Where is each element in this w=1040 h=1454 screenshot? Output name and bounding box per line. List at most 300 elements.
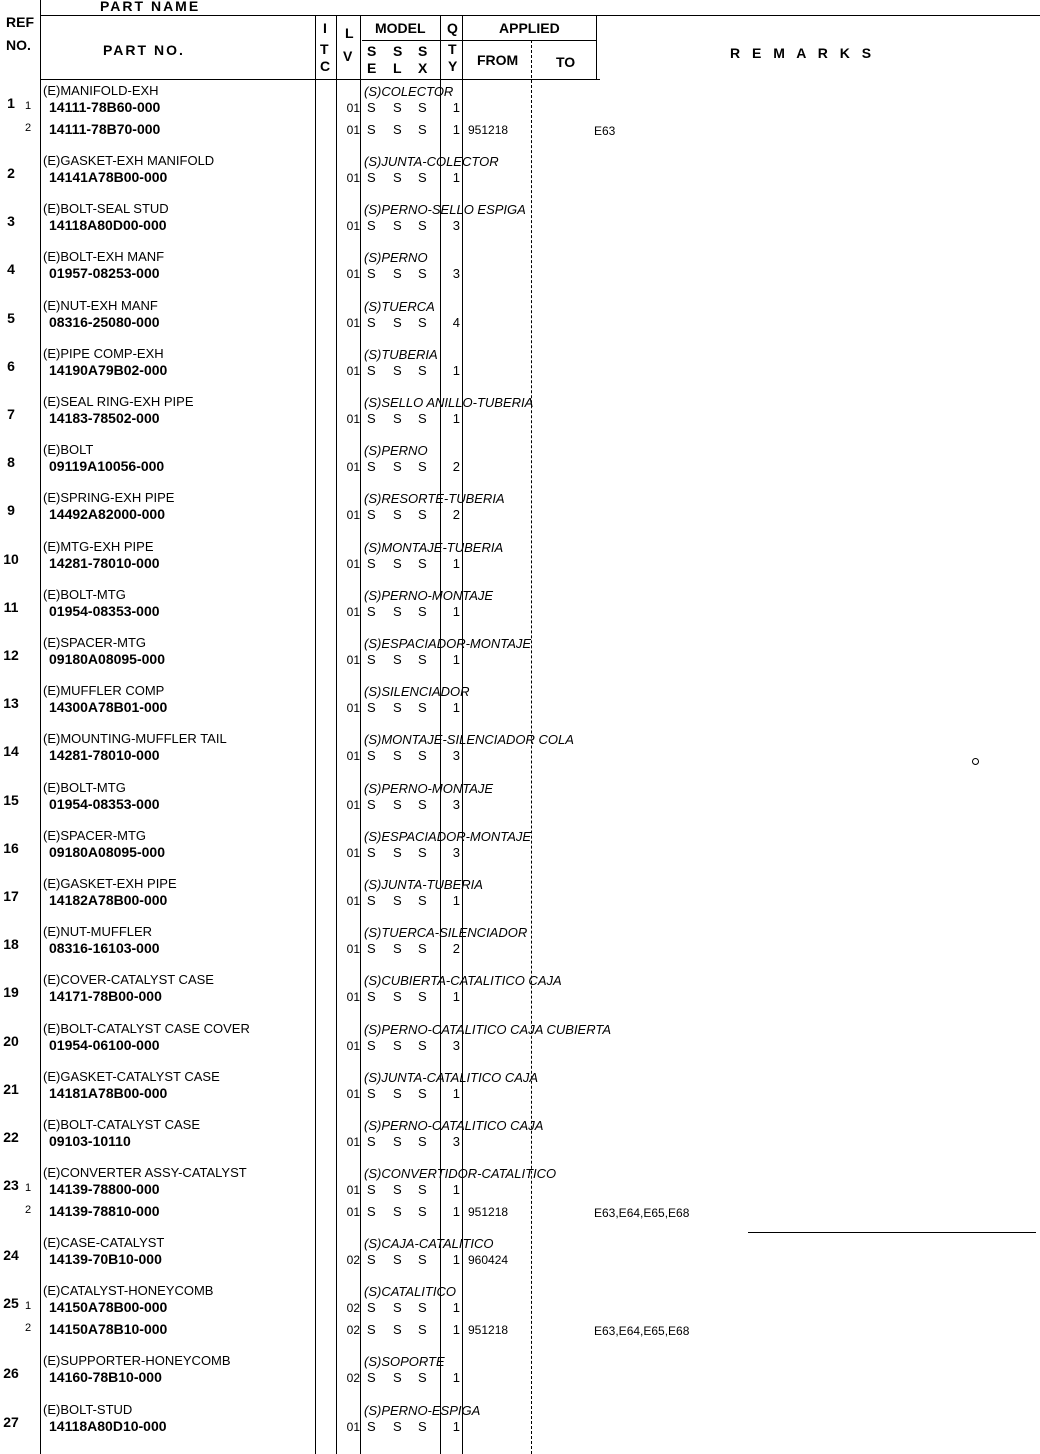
model-code: S bbox=[367, 941, 376, 957]
model-code: S bbox=[393, 314, 402, 330]
model-code: S bbox=[393, 700, 402, 716]
sub-number: 1 bbox=[25, 100, 32, 112]
header-lv-l: L bbox=[345, 25, 354, 41]
ref-number: 1 bbox=[7, 95, 15, 111]
model-code: S bbox=[418, 1300, 427, 1316]
applied-from: 951218 bbox=[468, 1205, 509, 1220]
header-applied: APPLIED bbox=[499, 20, 560, 36]
ref-number: 22 bbox=[3, 1129, 19, 1145]
lv-value: 01 bbox=[346, 508, 360, 523]
lv-value: 01 bbox=[346, 604, 360, 619]
header-qty-y: Y bbox=[448, 58, 458, 74]
model-code: S bbox=[367, 844, 376, 860]
applied-from: 951218 bbox=[468, 1323, 509, 1338]
spanish-name: (S)CUBIERTA-CATALITICO CAJA bbox=[364, 973, 562, 989]
model-code: S bbox=[418, 1322, 427, 1338]
model-code: S bbox=[418, 100, 427, 115]
part-name: (E)BOLT-MTG bbox=[43, 779, 126, 795]
spanish-name: (S)SELLO ANILLO-TUBERIA bbox=[364, 395, 534, 410]
ref-number: 7 bbox=[7, 406, 15, 422]
qty-value: 1 bbox=[452, 555, 460, 571]
qty-value: 1 bbox=[452, 1300, 460, 1316]
model-code: S bbox=[367, 989, 376, 1005]
model-code: S bbox=[367, 748, 376, 764]
ref-number: 2 bbox=[7, 165, 15, 181]
model-code: S bbox=[367, 700, 376, 716]
model-code: S bbox=[393, 1134, 402, 1149]
qty-value: 1 bbox=[452, 170, 460, 185]
qty-value: 2 bbox=[452, 941, 460, 957]
ref-number: 5 bbox=[7, 309, 15, 326]
model-code: S bbox=[393, 989, 402, 1005]
spanish-name: (S)PERNO bbox=[364, 443, 428, 459]
model-code: S bbox=[367, 1182, 376, 1198]
model-code: S bbox=[367, 603, 376, 619]
part-number: 14111-78B60-000 bbox=[49, 99, 161, 115]
part-number: 14150A78B10-000 bbox=[49, 1321, 168, 1338]
ref-number: 14 bbox=[3, 743, 19, 760]
model-code: S bbox=[367, 1037, 376, 1053]
part-number: 14139-78810-000 bbox=[49, 1203, 160, 1220]
part-name: (E)SPACER-MTG bbox=[43, 635, 147, 650]
part-number: 14183-78502-000 bbox=[49, 410, 160, 426]
part-number: 14150A78B00-000 bbox=[49, 1299, 168, 1316]
model-code: S bbox=[367, 796, 376, 812]
qty-value: 3 bbox=[452, 748, 460, 764]
lv-value: 02 bbox=[346, 1253, 360, 1268]
part-number: 14139-70B10-000 bbox=[49, 1251, 162, 1268]
model-code: S bbox=[367, 507, 376, 523]
model-code: S bbox=[367, 1134, 376, 1149]
header-model-se-bottom: E bbox=[367, 60, 377, 76]
header-model-sx-bottom: X bbox=[418, 60, 428, 76]
part-name: (E)MTG-EXH PIPE bbox=[43, 538, 154, 554]
ref-number: 16 bbox=[3, 839, 19, 856]
model-code: S bbox=[367, 1300, 376, 1316]
ref-number: 10 bbox=[3, 550, 19, 567]
model-code: S bbox=[418, 748, 427, 764]
lv-value: 02 bbox=[346, 1371, 360, 1386]
model-code: S bbox=[418, 555, 427, 571]
qty-value: 3 bbox=[452, 1134, 460, 1149]
rule-col-applied bbox=[596, 15, 597, 80]
part-name: (E)CASE-CATALYST bbox=[43, 1235, 165, 1251]
part-number: 14300A78B01-000 bbox=[49, 699, 168, 716]
lv-value: 01 bbox=[346, 845, 360, 860]
part-name: (E)BOLT-SEAL STUD bbox=[43, 201, 169, 217]
ref-number: 6 bbox=[7, 357, 15, 374]
model-code: S bbox=[367, 100, 376, 115]
qty-value: 2 bbox=[452, 507, 460, 523]
spanish-name: (S)CONVERTIDOR-CATALITICO bbox=[364, 1166, 557, 1182]
part-number: 14118A80D00-000 bbox=[49, 217, 167, 234]
lv-value: 02 bbox=[346, 1323, 360, 1338]
model-code: S bbox=[418, 796, 427, 812]
header-model-sl-bottom: L bbox=[393, 60, 402, 76]
lv-value: 01 bbox=[346, 171, 360, 185]
spanish-name: (S)PERNO bbox=[364, 250, 428, 266]
part-name: (E)COVER-CATALYST CASE bbox=[43, 972, 214, 988]
model-code: S bbox=[418, 411, 427, 426]
lv-value: 01 bbox=[346, 749, 360, 764]
applied-from: 951218 bbox=[468, 123, 509, 137]
model-code: S bbox=[418, 1037, 427, 1053]
model-code: S bbox=[393, 1182, 402, 1198]
spanish-name: (S)MONTAJE-SILENCIADOR COLA bbox=[364, 732, 574, 748]
lv-value: 01 bbox=[346, 1205, 360, 1220]
part-number: 09103-10110 bbox=[49, 1133, 131, 1149]
lv-value: 01 bbox=[346, 894, 360, 908]
header-model-sl-top: S bbox=[393, 43, 403, 59]
model-code: S bbox=[393, 941, 402, 957]
model-code: S bbox=[393, 844, 402, 860]
lv-value: 02 bbox=[346, 1301, 360, 1316]
spanish-name: (S)JUNTA-COLECTOR bbox=[364, 154, 499, 169]
model-code: S bbox=[418, 989, 427, 1005]
spanish-name: (S)PERNO-CATALITICO CAJA bbox=[364, 1118, 544, 1133]
part-number: 14141A78B00-000 bbox=[49, 169, 168, 185]
spanish-name: (S)CATALITICO bbox=[364, 1284, 456, 1300]
model-code: S bbox=[393, 1204, 402, 1220]
spanish-name: (S)JUNTA-TUBERIA bbox=[364, 877, 483, 892]
model-code: S bbox=[418, 459, 427, 475]
ref-number: 9 bbox=[7, 502, 15, 519]
spanish-name: (S)PERNO-MONTAJE bbox=[364, 780, 494, 796]
part-number: 09180A08095-000 bbox=[49, 843, 165, 860]
qty-value: 1 bbox=[452, 362, 460, 378]
model-code: S bbox=[418, 700, 427, 716]
model-code: S bbox=[367, 652, 376, 667]
qty-value: 3 bbox=[452, 1037, 460, 1053]
spanish-name: (S)JUNTA-CATALITICO CAJA bbox=[364, 1069, 539, 1085]
qty-value: 1 bbox=[452, 1322, 460, 1338]
model-code: S bbox=[393, 1418, 402, 1434]
spanish-name: (S)ESPACIADOR-MONTAJE bbox=[364, 828, 532, 844]
header-itc-c: C bbox=[320, 58, 331, 74]
part-name: (E)CATALYST-HONEYCOMB bbox=[43, 1283, 214, 1299]
rule-header-bottom bbox=[40, 79, 600, 80]
part-name: (E)MANIFOLD-EXH bbox=[43, 83, 159, 98]
part-number: 14182A78B00-000 bbox=[49, 892, 168, 908]
qty-value: 1 bbox=[452, 652, 460, 667]
model-code: S bbox=[418, 266, 427, 282]
part-number: 01957-08253-000 bbox=[49, 265, 160, 282]
spanish-name: (S)PERNO-MONTAJE bbox=[364, 587, 494, 603]
model-code: S bbox=[367, 1418, 376, 1434]
part-name: (E)SUPPORTER-HONEYCOMB bbox=[43, 1353, 231, 1369]
rule-col-partname bbox=[40, 0, 41, 1454]
model-code: S bbox=[393, 1252, 402, 1268]
rule-col-lv bbox=[360, 15, 361, 1454]
model-code: S bbox=[367, 893, 376, 908]
part-name: (E)BOLT-EXH MANF bbox=[43, 249, 165, 265]
remark: E63 bbox=[594, 124, 616, 138]
ref-number: 26 bbox=[3, 1365, 19, 1382]
model-code: S bbox=[367, 1085, 376, 1101]
spanish-name: (S)TUBERIA bbox=[364, 346, 438, 362]
lv-value: 01 bbox=[346, 1419, 360, 1434]
spanish-name: (S)TUERCA bbox=[364, 298, 435, 314]
ref-number: 23 bbox=[3, 1177, 19, 1194]
part-number: 14181A78B00-000 bbox=[49, 1084, 168, 1101]
model-code: S bbox=[393, 100, 402, 115]
model-code: S bbox=[367, 122, 376, 137]
model-code: S bbox=[367, 459, 376, 475]
part-number: 14492A82000-000 bbox=[49, 506, 165, 523]
header-model: MODEL bbox=[375, 20, 426, 36]
part-number: 14281-78010-000 bbox=[49, 554, 160, 571]
qty-value: 3 bbox=[452, 218, 460, 234]
ref-number: 27 bbox=[3, 1413, 19, 1430]
rule-col-itc-right bbox=[336, 15, 337, 1454]
part-name: (E)SEAL RING-EXH PIPE bbox=[43, 394, 194, 409]
header-lv-v: V bbox=[343, 48, 353, 64]
qty-value: 1 bbox=[452, 603, 460, 619]
model-code: S bbox=[367, 314, 376, 330]
model-code: S bbox=[393, 1370, 402, 1386]
ref-number: 19 bbox=[3, 984, 19, 1001]
model-code: S bbox=[393, 1300, 402, 1316]
header-qty-q: Q bbox=[447, 20, 458, 36]
model-code: S bbox=[367, 1252, 376, 1268]
part-number: 09180A08095-000 bbox=[49, 651, 165, 667]
model-code: S bbox=[393, 893, 402, 908]
model-code: S bbox=[418, 1370, 427, 1386]
spanish-name: (S)COLECTOR bbox=[364, 84, 454, 99]
model-code: S bbox=[418, 1182, 427, 1198]
stray-mark bbox=[972, 758, 979, 765]
part-name: (E)GASKET-EXH MANIFOLD bbox=[43, 153, 215, 168]
lv-value: 01 bbox=[346, 942, 360, 957]
header-remarks: R E M A R K S bbox=[730, 45, 876, 61]
part-number: 08316-25080-000 bbox=[49, 313, 160, 330]
model-code: S bbox=[418, 941, 427, 957]
lv-value: 01 bbox=[346, 653, 360, 667]
part-number: 14118A80D10-000 bbox=[49, 1417, 167, 1434]
qty-value: 3 bbox=[452, 266, 460, 282]
header-no: NO. bbox=[6, 37, 31, 53]
header-part-name: PART NAME bbox=[100, 0, 201, 14]
spanish-name: (S)PERNO-ESPIGA bbox=[364, 1402, 481, 1418]
part-number: 14111-78B70-000 bbox=[49, 121, 161, 137]
ref-number: 17 bbox=[3, 888, 19, 904]
model-code: S bbox=[393, 170, 402, 185]
model-code: S bbox=[393, 218, 402, 234]
header-qty-t: T bbox=[448, 41, 457, 57]
part-number: 14190A79B02-000 bbox=[49, 361, 168, 378]
lv-value: 01 bbox=[346, 363, 360, 378]
qty-value: 1 bbox=[452, 893, 460, 908]
model-code: S bbox=[367, 411, 376, 426]
model-code: S bbox=[418, 1085, 427, 1101]
header-from: FROM bbox=[477, 52, 519, 68]
rule-header-top bbox=[40, 15, 1040, 16]
model-code: S bbox=[393, 266, 402, 282]
header-itc-i: I bbox=[323, 20, 327, 36]
model-code: S bbox=[393, 459, 402, 475]
spanish-name: (S)SOPORTE bbox=[364, 1354, 445, 1370]
part-name: (E)BOLT-CATALYST CASE bbox=[43, 1117, 200, 1132]
model-code: S bbox=[418, 1204, 427, 1220]
spanish-name: (S)MONTAJE-TUBERIA bbox=[364, 539, 504, 555]
model-code: S bbox=[367, 555, 376, 571]
model-code: S bbox=[418, 603, 427, 619]
model-code: S bbox=[418, 122, 427, 137]
ref-number: 12 bbox=[3, 647, 19, 663]
model-code: S bbox=[367, 1370, 376, 1386]
part-name: (E)BOLT-MTG bbox=[43, 586, 126, 602]
model-code: S bbox=[418, 1252, 427, 1268]
header-model-se-top: S bbox=[367, 43, 377, 59]
part-name: (E)GASKET-EXH PIPE bbox=[43, 876, 177, 891]
model-code: S bbox=[393, 411, 402, 426]
spanish-name: (S)PERNO-CATALITICO CAJA CUBIERTA bbox=[364, 1021, 612, 1037]
model-code: S bbox=[393, 748, 402, 764]
header-to: TO bbox=[556, 54, 576, 70]
part-number: 01954-06100-000 bbox=[49, 1036, 160, 1053]
qty-value: 4 bbox=[452, 314, 460, 330]
sub-number: 1 bbox=[25, 1182, 32, 1195]
model-code: S bbox=[393, 1037, 402, 1053]
part-name: (E)BOLT bbox=[43, 442, 94, 458]
lv-value: 01 bbox=[346, 1183, 360, 1198]
lv-value: 01 bbox=[346, 460, 360, 475]
part-number: 14171-78B00-000 bbox=[49, 988, 162, 1005]
part-name: (E)PIPE COMP-EXH bbox=[43, 345, 164, 361]
lv-value: 01 bbox=[346, 556, 360, 571]
qty-value: 3 bbox=[452, 796, 460, 812]
lv-value: 01 bbox=[346, 797, 360, 812]
model-code: S bbox=[418, 507, 427, 523]
model-code: S bbox=[393, 603, 402, 619]
part-name: (E)GASKET-CATALYST CASE bbox=[43, 1068, 220, 1084]
spanish-name: (S)CAJA-CATALITICO bbox=[364, 1236, 494, 1252]
model-code: S bbox=[393, 796, 402, 812]
sub-number: 2 bbox=[25, 1322, 32, 1335]
model-code: S bbox=[393, 507, 402, 523]
lv-value: 01 bbox=[346, 315, 360, 330]
ref-number: 20 bbox=[3, 1032, 19, 1049]
part-name: (E)MUFFLER COMP bbox=[43, 683, 165, 699]
model-code: S bbox=[393, 555, 402, 571]
header-part-no: PART NO. bbox=[103, 42, 185, 58]
model-code: S bbox=[367, 1204, 376, 1220]
model-code: S bbox=[367, 170, 376, 185]
lv-value: 01 bbox=[346, 123, 360, 137]
header-model-sx-top: S bbox=[418, 43, 428, 59]
qty-value: 1 bbox=[452, 1370, 460, 1386]
part-name: (E)BOLT-STUD bbox=[43, 1401, 133, 1417]
ref-number: 21 bbox=[3, 1080, 19, 1097]
model-code: S bbox=[393, 1322, 402, 1338]
qty-value: 3 bbox=[452, 844, 460, 860]
lv-value: 01 bbox=[346, 101, 360, 115]
part-number: 14139-78800-000 bbox=[49, 1181, 160, 1198]
spanish-name: (S)RESORTE-TUBERIA bbox=[364, 491, 505, 507]
lv-value: 01 bbox=[346, 701, 360, 716]
ref-number: 8 bbox=[7, 454, 15, 471]
qty-value: 1 bbox=[452, 122, 460, 137]
model-code: S bbox=[367, 218, 376, 234]
lv-value: 01 bbox=[346, 267, 360, 282]
part-number: 01954-08353-000 bbox=[49, 795, 160, 812]
qty-value: 1 bbox=[452, 100, 460, 115]
qty-value: 1 bbox=[452, 700, 460, 716]
model-code: S bbox=[367, 1322, 376, 1338]
part-number: 08316-16103-000 bbox=[49, 940, 160, 957]
part-name: (E)MOUNTING-MUFFLER TAIL bbox=[43, 731, 227, 747]
qty-value: 1 bbox=[452, 1085, 460, 1101]
ref-number: 24 bbox=[3, 1247, 19, 1264]
spanish-name: (S)SILENCIADOR bbox=[364, 684, 470, 700]
qty-value: 1 bbox=[452, 411, 460, 426]
lv-value: 01 bbox=[346, 1038, 360, 1053]
ref-number: 11 bbox=[3, 598, 19, 615]
part-name: (E)SPACER-MTG bbox=[43, 827, 147, 843]
ref-number: 13 bbox=[3, 695, 19, 712]
ref-number: 18 bbox=[3, 936, 19, 953]
spanish-name: (S)PERNO-SELLO ESPIGA bbox=[364, 202, 526, 218]
remark: E63,E64,E65,E68 bbox=[594, 1324, 690, 1339]
part-number: 14281-78010-000 bbox=[49, 747, 160, 764]
qty-value: 2 bbox=[452, 459, 460, 475]
sub-number: 2 bbox=[25, 1204, 32, 1217]
rule-model-applied bbox=[362, 40, 597, 41]
rule-remarks-fragment bbox=[748, 1232, 1036, 1233]
qty-value: 1 bbox=[452, 1204, 460, 1220]
model-code: S bbox=[393, 362, 402, 378]
model-code: S bbox=[418, 362, 427, 378]
model-code: S bbox=[418, 1134, 427, 1149]
model-code: S bbox=[418, 314, 427, 330]
qty-value: 1 bbox=[452, 989, 460, 1005]
lv-value: 01 bbox=[346, 1135, 360, 1149]
model-code: S bbox=[418, 844, 427, 860]
part-number: 14160-78B10-000 bbox=[49, 1369, 162, 1386]
ref-number: 3 bbox=[7, 213, 15, 230]
qty-value: 1 bbox=[452, 1182, 460, 1198]
header-itc-t: T bbox=[320, 41, 329, 57]
part-number: 09119A10056-000 bbox=[49, 458, 165, 475]
part-name: (E)NUT-EXH MANF bbox=[43, 297, 158, 313]
model-code: S bbox=[418, 1418, 427, 1434]
model-code: S bbox=[418, 652, 427, 667]
ref-number: 4 bbox=[7, 261, 15, 278]
part-name: (E)BOLT-CATALYST CASE COVER bbox=[43, 1020, 250, 1036]
model-code: S bbox=[418, 170, 427, 185]
model-code: S bbox=[367, 362, 376, 378]
sub-number: 1 bbox=[25, 1300, 32, 1313]
lv-value: 01 bbox=[346, 412, 360, 426]
header-ref: REF bbox=[6, 14, 34, 30]
rule-col-itc-left bbox=[315, 15, 316, 1454]
model-code: S bbox=[418, 893, 427, 908]
part-number: 01954-08353-000 bbox=[49, 602, 160, 619]
sub-number: 2 bbox=[25, 122, 32, 134]
qty-value: 1 bbox=[452, 1418, 460, 1434]
qty-value: 1 bbox=[452, 1252, 460, 1268]
model-code: S bbox=[393, 652, 402, 667]
lv-value: 01 bbox=[346, 990, 360, 1005]
part-name: (E)CONVERTER ASSY-CATALYST bbox=[43, 1165, 247, 1181]
spanish-name: (S)ESPACIADOR-MONTAJE bbox=[364, 636, 532, 651]
lv-value: 01 bbox=[346, 1086, 360, 1101]
applied-from: 960424 bbox=[468, 1253, 509, 1268]
ref-number: 25 bbox=[3, 1295, 19, 1312]
model-code: S bbox=[418, 218, 427, 234]
ref-number: 15 bbox=[3, 791, 19, 808]
spanish-name: (S)TUERCA-SILENCIADOR bbox=[364, 925, 528, 941]
